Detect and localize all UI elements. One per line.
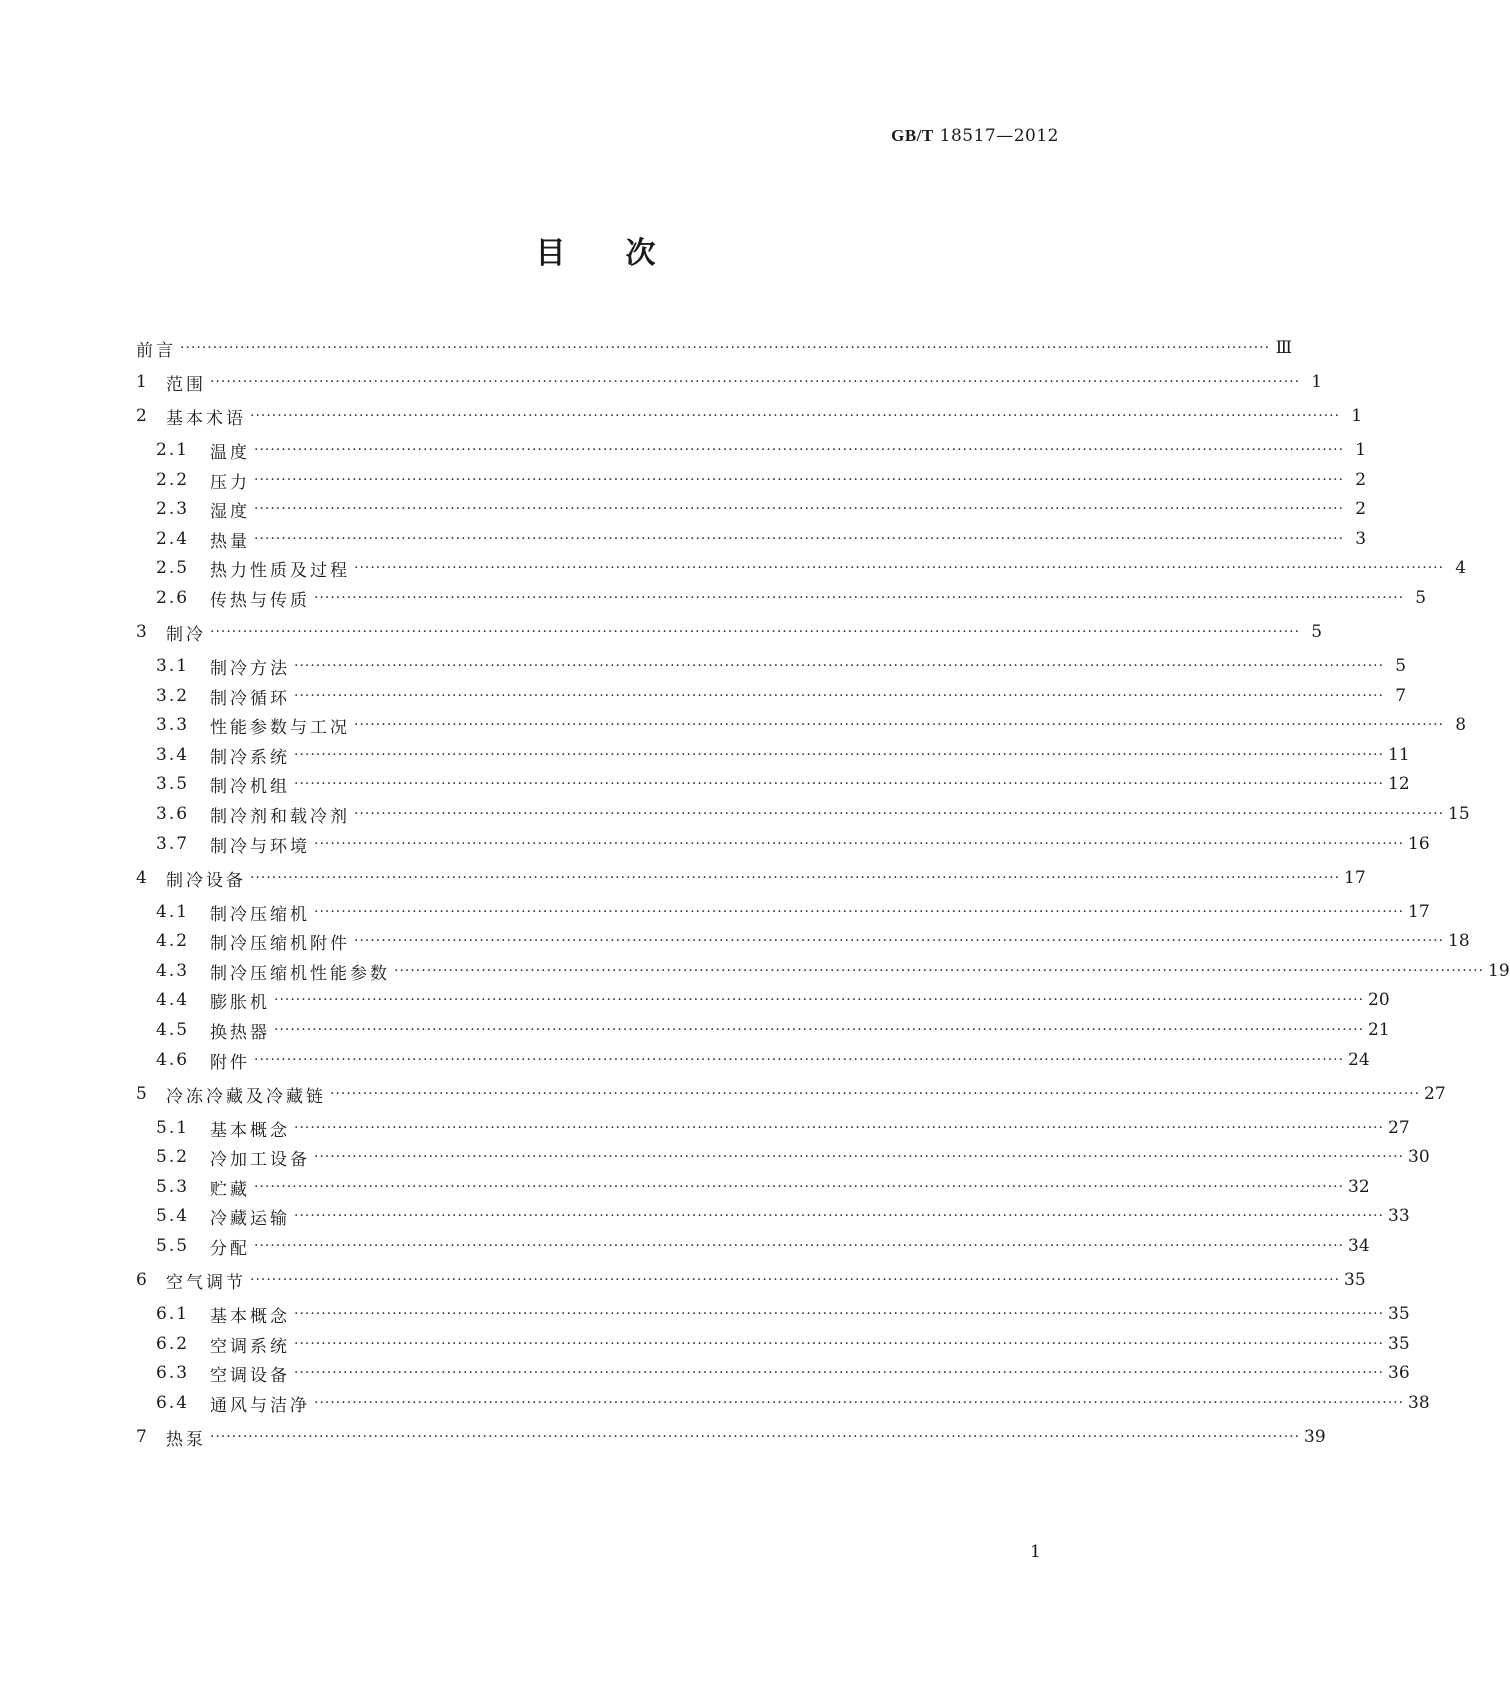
toc-leader-dots: ········································································································································································································ <box>254 501 1345 517</box>
toc-entry-label: 性能参数与工况 <box>210 717 350 738</box>
toc-entry-number: 2.4 <box>156 529 190 549</box>
toc-entry-number: 5.5 <box>156 1236 190 1256</box>
toc-entry-page: 18 <box>1448 931 1470 951</box>
toc-entry-number: 3.3 <box>156 715 190 735</box>
toc-leader-dots: ········································································································································································································ <box>294 747 1385 763</box>
toc-entry-page: 30 <box>1408 1147 1430 1167</box>
toc-leader-dots: ········································································································································································································ <box>294 1208 1385 1224</box>
toc-entry-page: 32 <box>1348 1177 1370 1197</box>
toc-entry-label: 制冷压缩机性能参数 <box>210 963 390 984</box>
toc-leader-dots: ········································································································································································································ <box>254 1052 1345 1068</box>
toc-entry-number: 2 <box>136 406 149 426</box>
toc-entry-page: 1 <box>1355 440 1367 460</box>
toc-entry-page: 27 <box>1424 1084 1446 1104</box>
toc-entry-label: 温度 <box>210 442 250 463</box>
toc-leader-dots: ········································································································································································································ <box>274 992 1365 1008</box>
toc-entry-number: 3.2 <box>156 686 190 706</box>
toc-entry-number: 2.6 <box>156 588 190 608</box>
toc-entry-number: 4.5 <box>156 1020 190 1040</box>
toc-entry-number: 3 <box>136 622 149 642</box>
standard-number: 18517—2012 <box>939 126 1059 146</box>
toc-entry-label: 冷加工设备 <box>210 1149 310 1170</box>
toc-leader-dots: ········································································································································································································ <box>354 717 1445 733</box>
toc-entry[interactable] <box>136 402 1363 430</box>
toc-leader-dots: ········································································································································································································ <box>294 658 1385 674</box>
toc-entry-page: 1 <box>1351 406 1363 426</box>
toc-leader-dots: ········································································································································································································ <box>314 1149 1405 1165</box>
toc-leader-dots: ········································································································································································································ <box>210 1429 1301 1445</box>
standard-prefix: GB/T <box>891 126 934 145</box>
toc-leader-dots: ········································································································································································································ <box>294 1365 1385 1381</box>
toc-entry-page: 39 <box>1304 1427 1326 1447</box>
toc-entry-number: 2.3 <box>156 499 190 519</box>
toc-entry-label: 基本概念 <box>210 1120 290 1141</box>
toc-entry[interactable] <box>136 682 1407 710</box>
toc-entry-page: 15 <box>1448 804 1470 824</box>
toc-entry-page: 17 <box>1344 868 1366 888</box>
toc-entry-page: 17 <box>1408 902 1430 922</box>
toc-entry-label: 制冷 <box>166 624 206 645</box>
toc-leader-dots: ········································································································································································································ <box>314 1395 1405 1411</box>
toc-entry[interactable] <box>136 652 1407 680</box>
toc-entry-page: 2 <box>1355 470 1367 490</box>
toc-leader-dots: ········································································································································································································ <box>314 904 1405 920</box>
toc-entry[interactable] <box>136 525 1367 553</box>
toc-entry-number: 5 <box>136 1084 149 1104</box>
toc-leader-dots: ········································································································································································································ <box>394 963 1485 979</box>
toc-entry[interactable] <box>136 711 1467 739</box>
toc-entry[interactable] <box>136 800 1470 828</box>
toc-leader-dots: ········································································································································································································ <box>354 806 1445 822</box>
toc-entry[interactable] <box>136 1266 1366 1294</box>
toc-entry-number: 6.3 <box>156 1363 190 1383</box>
toc-entry-number: 5.3 <box>156 1177 190 1197</box>
toc-entry-number: 5.1 <box>156 1118 190 1138</box>
toc-leader-dots: ········································································································································································································ <box>250 408 1341 424</box>
toc-leader-dots: ········································································································································································································ <box>354 933 1445 949</box>
toc-entry-number: 3.1 <box>156 656 190 676</box>
toc-entry[interactable] <box>136 495 1367 523</box>
toc-entry-label: 制冷系统 <box>210 747 290 768</box>
toc-entry[interactable] <box>136 368 1323 396</box>
toc-entry[interactable] <box>136 741 1410 769</box>
toc-entry-label: 制冷与环境 <box>210 836 310 857</box>
toc-entry-label: 空调设备 <box>210 1365 290 1386</box>
toc-entry-number: 4.6 <box>156 1050 190 1070</box>
toc-entry[interactable] <box>136 466 1367 494</box>
toc-entry-number: 6.1 <box>156 1304 190 1324</box>
toc-entry-page: 19 <box>1488 961 1510 981</box>
toc-entry-number: 1 <box>136 372 149 392</box>
toc-entry-label: 通风与洁净 <box>210 1395 310 1416</box>
toc-entry-number: 2.5 <box>156 558 190 578</box>
toc-entry-label: 范围 <box>166 374 206 395</box>
toc-entry-label: 制冷压缩机附件 <box>210 933 350 954</box>
toc-entry-number: 3.5 <box>156 774 190 794</box>
toc-entry[interactable] <box>136 334 1293 362</box>
toc-leader-dots: ········································································································································································································ <box>274 1022 1365 1038</box>
toc-leader-dots: ········································································································································································································ <box>314 590 1405 606</box>
toc-entry-label: 传热与传质 <box>210 590 310 611</box>
toc-entry-page: 16 <box>1408 834 1430 854</box>
toc-entry[interactable] <box>136 957 1510 985</box>
toc-entry-number: 4.2 <box>156 931 190 951</box>
toc-entry-number: 6 <box>136 1270 149 1290</box>
toc-entry-number: 4.1 <box>156 902 190 922</box>
toc-entry-label: 空气调节 <box>166 1272 246 1293</box>
toc-entry-label: 贮藏 <box>210 1179 250 1200</box>
toc-leader-dots: ········································································································································································································ <box>250 870 1341 886</box>
toc-entry[interactable] <box>136 1330 1410 1358</box>
toc-entry[interactable] <box>136 1232 1370 1260</box>
toc-leader-dots: ········································································································································································································ <box>180 340 1271 356</box>
toc-entry-page: 20 <box>1368 990 1390 1010</box>
toc-entry[interactable] <box>136 898 1430 926</box>
toc-entry-label: 热泵 <box>166 1429 206 1450</box>
toc-entry[interactable] <box>136 1173 1370 1201</box>
toc-entry-page: 34 <box>1348 1236 1370 1256</box>
toc-leader-dots: ········································································································································································································ <box>294 688 1385 704</box>
toc-entry-label: 制冷方法 <box>210 658 290 679</box>
toc-entry-page: 5 <box>1395 656 1407 676</box>
toc-entry-label: 膨胀机 <box>210 992 270 1013</box>
toc-entry-label: 制冷剂和载冷剂 <box>210 806 350 827</box>
toc-entry-label: 制冷机组 <box>210 776 290 797</box>
toc-entry-number: 2.2 <box>156 470 190 490</box>
toc-entry-page: 21 <box>1368 1020 1390 1040</box>
standard-code <box>891 126 1059 146</box>
toc-leader-dots: ········································································································································································································ <box>254 442 1345 458</box>
toc-entry-page: 11 <box>1388 745 1410 765</box>
toc-leader-dots: ········································································································································································································ <box>294 1306 1385 1322</box>
toc-entry-number: 2.1 <box>156 440 190 460</box>
toc-entry-label: 附件 <box>210 1052 250 1073</box>
toc-entry-page: 5 <box>1415 588 1427 608</box>
toc-leader-dots: ········································································································································································································ <box>210 624 1301 640</box>
toc-entry[interactable] <box>136 618 1323 646</box>
toc-entry-number: 5.4 <box>156 1206 190 1226</box>
toc-leader-dots: ········································································································································································································ <box>210 374 1301 390</box>
toc-entry-page: 35 <box>1388 1334 1410 1354</box>
toc-entry-label: 前言 <box>136 340 176 361</box>
toc-leader-dots: ········································································································································································································ <box>294 1336 1385 1352</box>
toc-entry-label: 空调系统 <box>210 1336 290 1357</box>
toc-entry-label: 基本术语 <box>166 408 246 429</box>
toc-entry-page: 24 <box>1348 1050 1370 1070</box>
toc-entry-page: 3 <box>1355 529 1367 549</box>
toc-entry-page: 2 <box>1355 499 1367 519</box>
toc-leader-dots: ········································································································································································································ <box>294 1120 1385 1136</box>
toc-entry-page: 5 <box>1311 622 1323 642</box>
toc-entry-page: 8 <box>1455 715 1467 735</box>
toc-entry-number: 3.7 <box>156 834 190 854</box>
footer-page-number: 1 <box>1030 1542 1041 1562</box>
toc-entry-page: 1 <box>1311 372 1323 392</box>
toc-entry-number: 4.3 <box>156 961 190 981</box>
toc-entry-label: 基本概念 <box>210 1306 290 1327</box>
toc-entry[interactable] <box>136 864 1366 892</box>
toc-entry[interactable] <box>136 1202 1410 1230</box>
toc-entry[interactable] <box>136 1359 1410 1387</box>
toc-entry[interactable] <box>136 986 1390 1014</box>
toc-entry-page: 4 <box>1455 558 1467 578</box>
toc-leader-dots: ········································································································································································································ <box>254 1238 1345 1254</box>
toc-leader-dots: ········································································································································································································ <box>254 1179 1345 1195</box>
toc-entry[interactable] <box>136 1423 1326 1451</box>
toc-entry-number: 5.2 <box>156 1147 190 1167</box>
toc-entry[interactable] <box>136 830 1430 858</box>
toc-entry-page: Ⅲ <box>1275 338 1293 358</box>
toc-entry-page: 12 <box>1388 774 1410 794</box>
toc-entry[interactable] <box>136 770 1410 798</box>
toc-entry-page: 38 <box>1408 1393 1430 1413</box>
toc-leader-dots: ········································································································································································································ <box>314 836 1405 852</box>
toc-entry-page: 36 <box>1388 1363 1410 1383</box>
toc-entry-number: 4 <box>136 868 149 888</box>
toc-entry-number: 3.4 <box>156 745 190 765</box>
toc-leader-dots: ········································································································································································································ <box>330 1086 1421 1102</box>
toc-entry-number: 4.4 <box>156 990 190 1010</box>
toc-entry-label: 制冷设备 <box>166 870 246 891</box>
toc-entry[interactable] <box>136 584 1427 612</box>
toc-entry[interactable] <box>136 1046 1370 1074</box>
toc-entry-number: 3.6 <box>156 804 190 824</box>
toc-entry[interactable] <box>136 1016 1390 1044</box>
page-title: 目次 <box>535 236 716 271</box>
toc-leader-dots: ········································································································································································································ <box>250 1272 1341 1288</box>
toc-entry-label: 热量 <box>210 531 250 552</box>
toc-entry-label: 热力性质及过程 <box>210 560 350 581</box>
toc-leader-dots: ········································································································································································································ <box>254 531 1345 547</box>
toc-entry[interactable] <box>136 436 1367 464</box>
toc-entry-page: 33 <box>1388 1206 1410 1226</box>
toc-entry-label: 冷冻冷藏及冷藏链 <box>166 1086 326 1107</box>
toc-entry-number: 7 <box>136 1427 149 1447</box>
toc-entry[interactable] <box>136 554 1467 582</box>
toc-entry[interactable] <box>136 1143 1430 1171</box>
toc-entry-label: 换热器 <box>210 1022 270 1043</box>
toc-leader-dots: ········································································································································································································ <box>294 776 1385 792</box>
toc-entry[interactable] <box>136 1080 1446 1108</box>
toc-leader-dots: ········································································································································································································ <box>254 472 1345 488</box>
toc-entry-label: 压力 <box>210 472 250 493</box>
toc-entry-page: 35 <box>1344 1270 1366 1290</box>
toc-entry[interactable] <box>136 1114 1410 1142</box>
toc-entry-number: 6.2 <box>156 1334 190 1354</box>
toc-entry-label: 制冷循环 <box>210 688 290 709</box>
toc-entry-number: 6.4 <box>156 1393 190 1413</box>
toc-entry-page: 27 <box>1388 1118 1410 1138</box>
toc-entry[interactable] <box>136 1300 1410 1328</box>
toc-entry[interactable] <box>136 927 1470 955</box>
toc-entry-label: 湿度 <box>210 501 250 522</box>
toc-entry-page: 7 <box>1395 686 1407 706</box>
toc-leader-dots: ········································································································································································································ <box>354 560 1445 576</box>
toc-entry[interactable] <box>136 1389 1430 1417</box>
toc-entry-label: 制冷压缩机 <box>210 904 310 925</box>
toc-entry-page: 35 <box>1388 1304 1410 1324</box>
toc-entry-label: 分配 <box>210 1238 250 1259</box>
toc-entry-label: 冷藏运输 <box>210 1208 290 1229</box>
